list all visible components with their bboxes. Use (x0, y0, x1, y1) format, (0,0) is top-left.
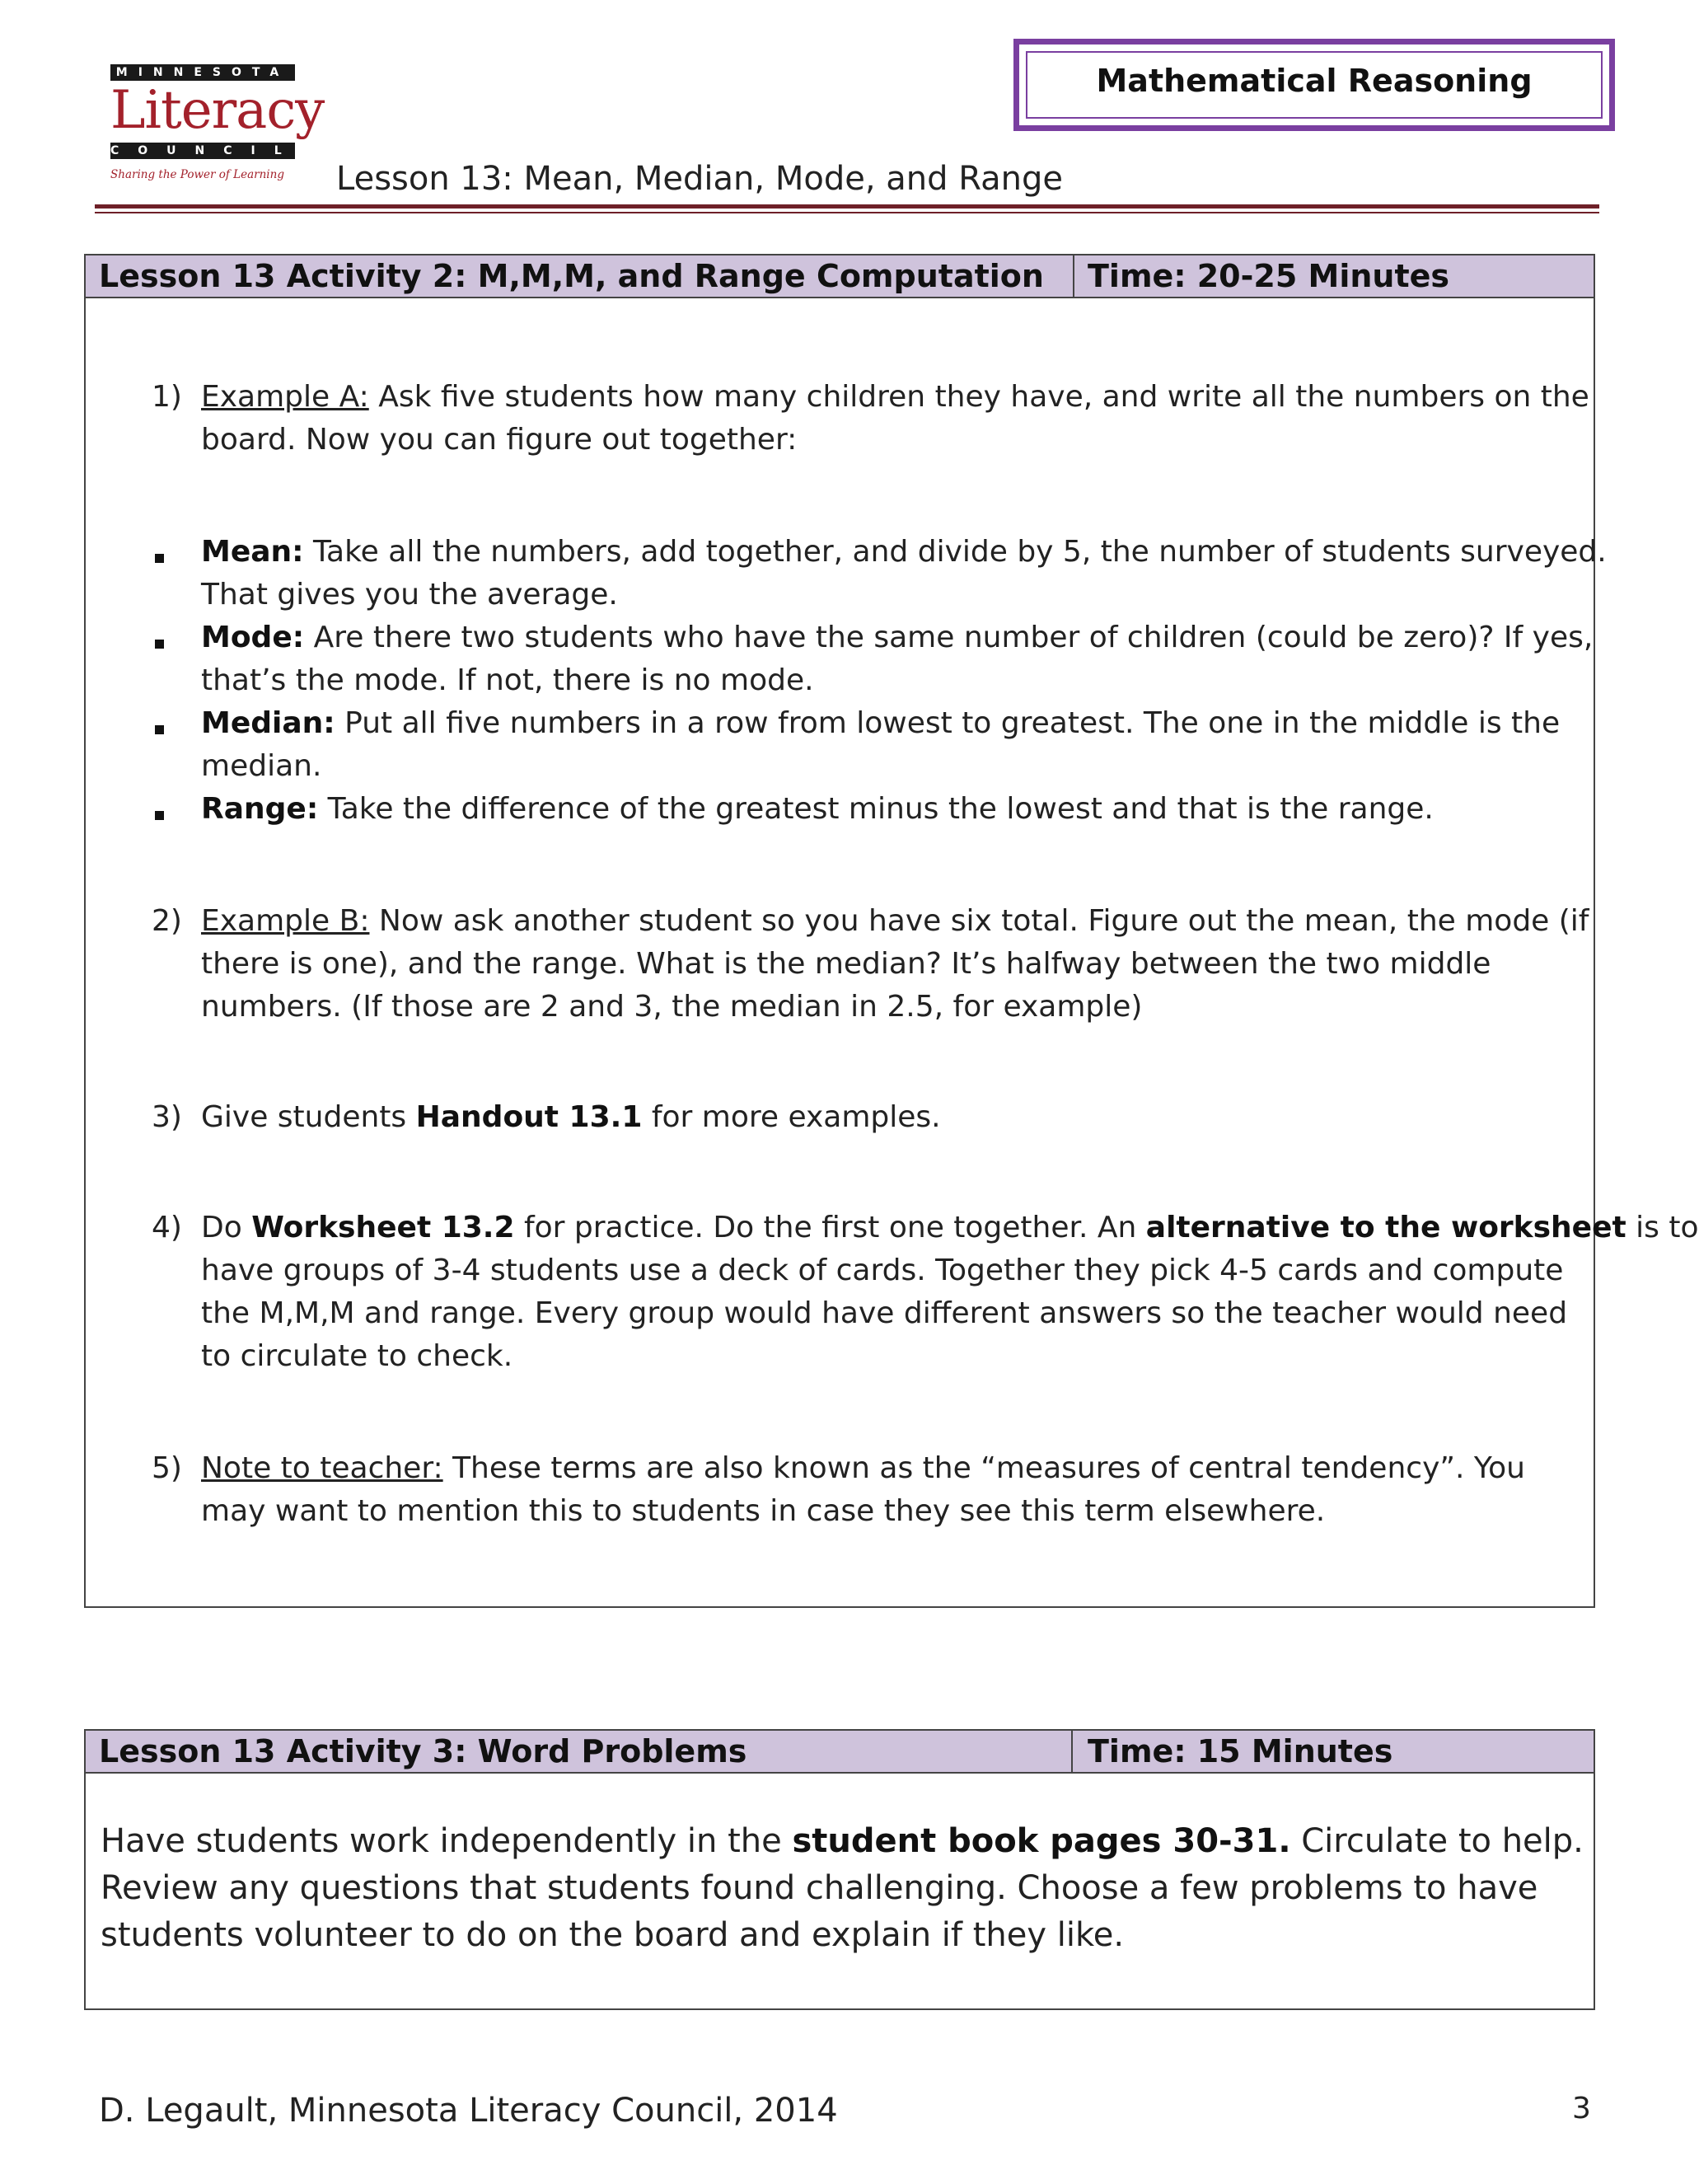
activity-3-table (84, 1729, 1595, 2010)
item-5-line-1 (201, 1447, 1525, 1490)
item-2-text: Now ask another student so you have six total. Figure out the mean, the mode (if (369, 904, 1589, 938)
bullet-mode-text: Are there two students who have the same number of children (could be zero)? If yes, (304, 621, 1594, 654)
activity-3-body (101, 1818, 1584, 1959)
bullet-median-line-2: median. (201, 749, 322, 783)
minnesota-literacy-council-logo (110, 64, 325, 190)
alternative-ref: alternative to the worksheet (1145, 1211, 1626, 1244)
item-5-line-2: may want to mention this to students in case they see this term elsewhere. (201, 1494, 1326, 1528)
item-5-text: These terms are also known as the “measures of central tendency”. You (442, 1451, 1525, 1485)
term-mode: Mode: (201, 621, 305, 654)
handout-ref: Handout 13.1 (415, 1100, 643, 1134)
item-4-line-2: have groups of 3-4 students use a deck of cards. Together they pick 4-5 cards and compute (201, 1254, 1564, 1287)
bullet-mean-text: Take all the numbers, add together, and divide by 5, the number of students surveyed. (303, 535, 1607, 569)
item-4-text-mid: for practice. Do the first one together. An (514, 1211, 1146, 1244)
logo-bottom-band: COUNCIL (110, 144, 301, 157)
logo-word: Literacy (110, 80, 325, 141)
header-divider (1071, 1731, 1073, 1772)
lesson-title: Lesson 13: Mean, Median, Mode, and Range (336, 160, 1063, 198)
activity-3-title: Lesson 13 Activity 3: Word Problems (99, 1733, 747, 1769)
activity-3-line-1 (101, 1818, 1584, 1865)
item-4-text-end: is to (1626, 1211, 1699, 1244)
activity-3-text-end: Circulate to help. (1290, 1822, 1584, 1860)
item-3-text: Give students (201, 1100, 416, 1134)
note-to-teacher-label: Note to teacher: (201, 1451, 443, 1485)
item-number: 1) (152, 380, 182, 414)
activity-3-header (86, 1731, 1594, 1774)
worksheet-ref: Worksheet 13.2 (251, 1211, 515, 1244)
header-rule-thin (95, 212, 1599, 213)
bullet-marker (155, 725, 164, 734)
activity-3-line-3: students volunteer to do on the board and explain if they like. (101, 1916, 1125, 1954)
item-2-line-2: there is one), and the range. What is the median? It’s halfway between the two middle (201, 947, 1491, 981)
bullet-mean-line-2: That gives you the average. (201, 578, 618, 612)
term-range: Range: (201, 792, 319, 826)
item-2-line-1 (201, 900, 1589, 943)
term-mean: Mean: (201, 535, 304, 569)
page-number: 3 (1572, 2092, 1591, 2125)
logo-top-band: MINNESOTA (110, 64, 295, 81)
item-1-line-2: board. Now you can figure out together: (201, 423, 798, 457)
example-a-label: Example A: (201, 380, 369, 414)
item-number: 5) (152, 1451, 182, 1485)
item-3-line-1 (201, 1096, 941, 1139)
item-1-line-1 (201, 376, 1589, 419)
bullet-mode-line-2: that’s the mode. If not, there is no mode. (201, 663, 814, 697)
bullet-range-text: Take the difference of the greatest minus the lowest and that is the range. (318, 792, 1434, 826)
bullet-marker (155, 640, 164, 649)
logo-tagline: Sharing the Power of Learning (110, 168, 284, 181)
subject-box (1013, 39, 1615, 131)
activity-2-title: Lesson 13 Activity 2: M,M,M, and Range Computation (99, 258, 1044, 294)
activity-3-text: Have students work independently in the (101, 1822, 793, 1860)
term-median: Median: (201, 706, 335, 740)
item-4-line-3: the M,M,M and range. Every group would have different answers so the teacher would need (201, 1296, 1568, 1330)
header-divider (1073, 255, 1074, 297)
activity-2-table (84, 254, 1699, 1608)
subject-title: Mathematical Reasoning (1096, 63, 1533, 99)
activity-2-header (86, 255, 1594, 298)
activity-3-line-2: Review any questions that students found challenging. Choose a few problems to have (101, 1869, 1538, 1907)
footer-credit: D. Legault, Minnesota Literacy Council, 2014 (99, 2092, 838, 2130)
bullet-range-line-1 (201, 788, 1434, 831)
bullet-mean-line-1 (201, 531, 1607, 574)
activity-3-time: Time: 15 Minutes (1088, 1733, 1393, 1769)
item-number: 3) (152, 1100, 182, 1134)
bullet-marker (155, 811, 164, 820)
bullet-median-text: Put all five numbers in a row from lowest to greatest. The one in the middle is the (335, 706, 1561, 740)
activity-2-time: Time: 20-25 Minutes (1088, 258, 1450, 294)
bullet-median-line-1 (201, 702, 1560, 745)
item-2-line-3: numbers. (If those are 2 and 3, the median in 2.5, for example) (201, 990, 1143, 1024)
bullet-mode-line-1 (201, 616, 1593, 659)
item-number: 2) (152, 904, 182, 938)
item-3-text-end: for more examples. (642, 1100, 941, 1134)
item-4-line-1 (201, 1207, 1699, 1249)
item-1-text: Ask five students how many children they have, and write all the numbers on the (368, 380, 1589, 414)
item-number: 4) (152, 1211, 182, 1244)
bullet-marker (155, 554, 164, 563)
student-book-ref: student book pages 30-31. (792, 1822, 1291, 1860)
header-rule-thick (95, 204, 1599, 209)
example-b-label: Example B: (201, 904, 370, 938)
item-4-text: Do (201, 1211, 252, 1244)
item-4-line-4: to circulate to check. (201, 1339, 513, 1373)
